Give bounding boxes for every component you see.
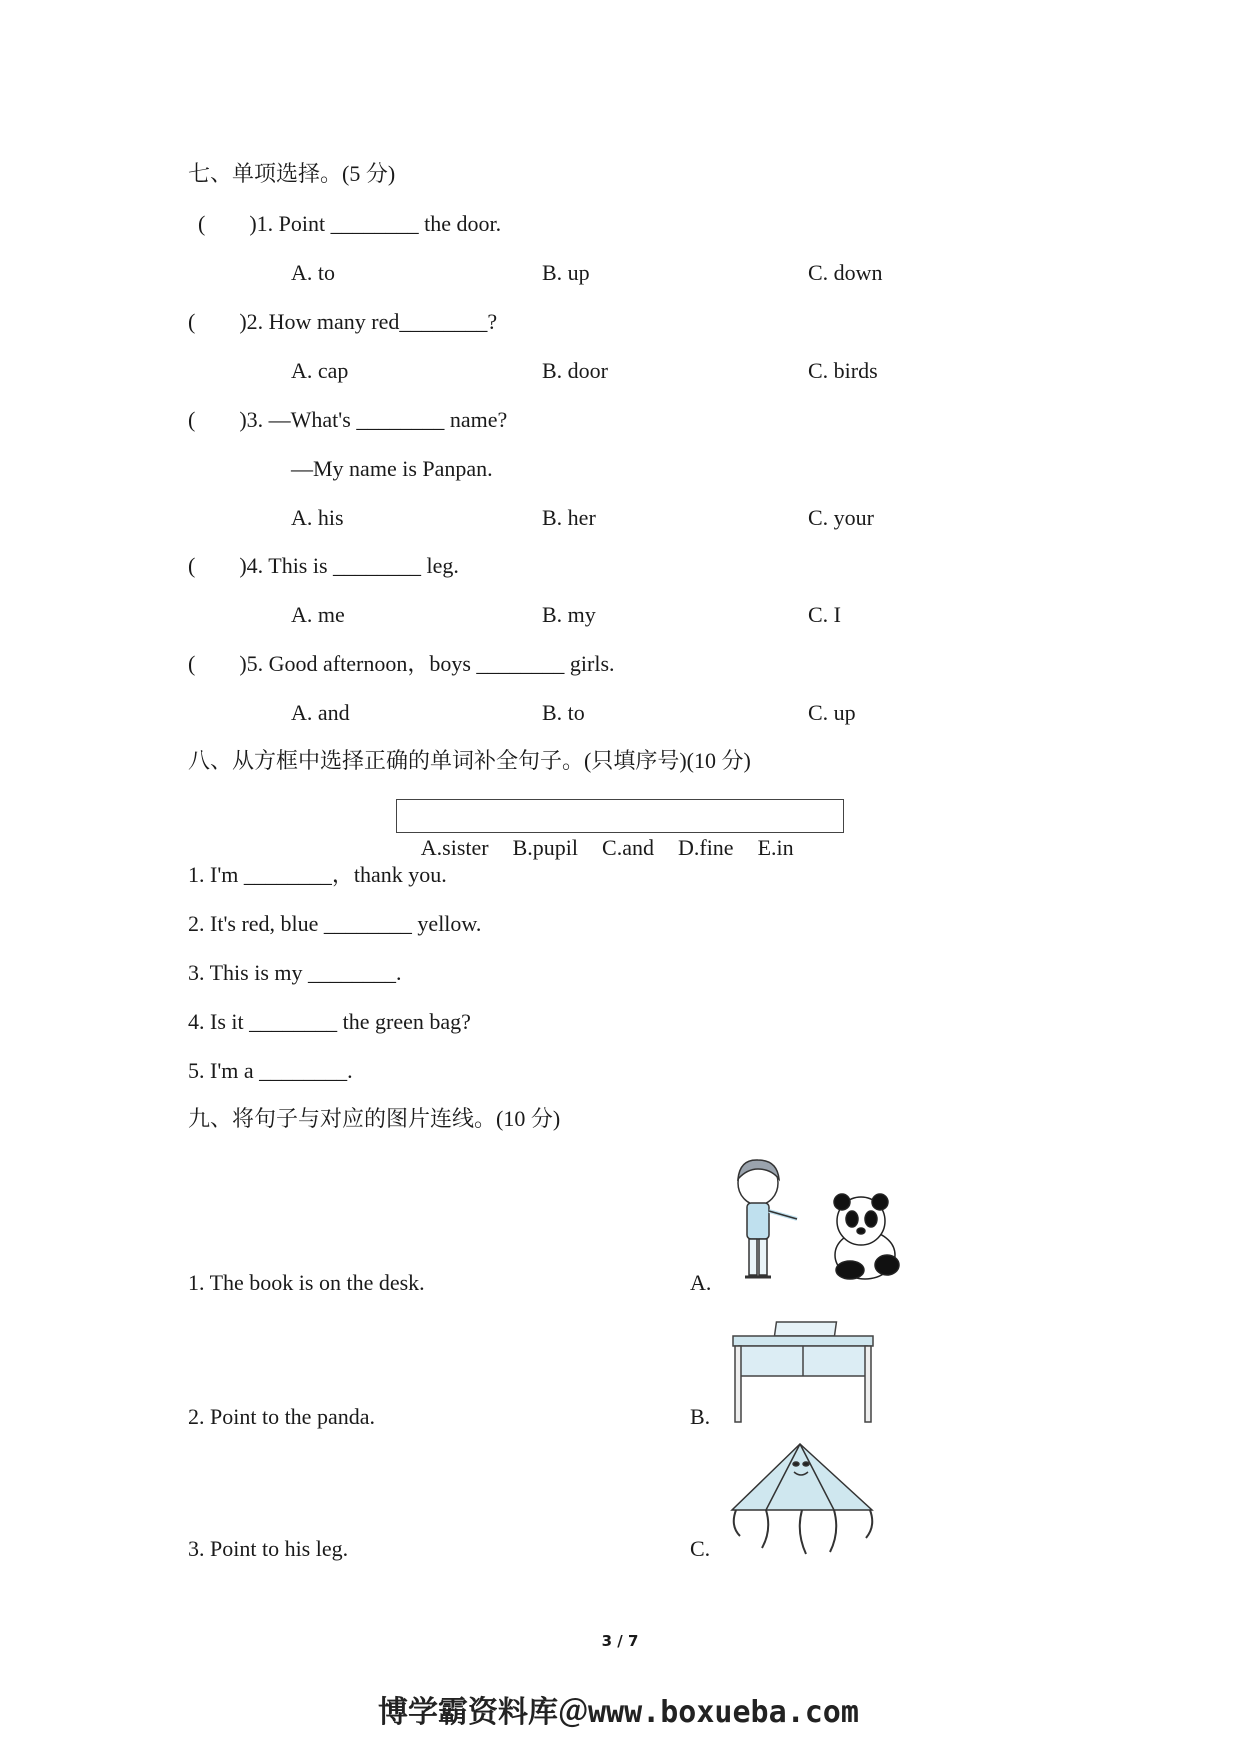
picture-label-c: C.	[690, 1536, 711, 1561]
word-option-b: B.pupil	[512, 835, 579, 860]
question-3-stem: ( )3. —What's ________ name?	[188, 407, 508, 432]
question-1-stem: ( )1. Point ________ the door.	[198, 211, 502, 236]
fill-sentence-1: 1. I'm ________，thank you.	[188, 862, 447, 887]
word-box	[396, 799, 844, 860]
picture-label-b: B.	[690, 1404, 711, 1429]
question-5-option-c: C. up	[808, 700, 856, 725]
question-5-option-b: B. to	[542, 700, 585, 725]
word-option-c: C.and	[602, 835, 654, 860]
question-3-option-c: C. your	[808, 505, 874, 530]
question-4-option-a: A. me	[291, 602, 345, 627]
footer-watermark: 博学霸资料库＠www.boxueba.com	[378, 1695, 859, 1730]
word-option-a: A.sister	[420, 835, 489, 860]
fill-sentence-2: 2. It's red, blue ________ yellow.	[188, 911, 482, 936]
boy-panda-picture	[725, 1155, 915, 1290]
question-1-option-a: A. to	[291, 260, 335, 285]
fill-sentence-5: 5. I'm a ________.	[188, 1058, 353, 1083]
fill-sentence-4: 4. Is it ________ the green bag?	[188, 1009, 471, 1034]
word-option-e: E.in	[757, 835, 794, 860]
match-sentence-2: 2. Point to the panda.	[188, 1404, 375, 1429]
question-2-option-a: A. cap	[291, 358, 349, 383]
question-3-option-b: B. her	[542, 505, 596, 530]
question-2-option-b: B. door	[542, 358, 608, 383]
question-1-option-c: C. down	[808, 260, 883, 285]
section9-title: 九、将句子与对应的图片连线。(10 分)	[188, 1106, 561, 1131]
question-2-stem: ( )2. How many red________?	[188, 309, 498, 334]
section8-title: 八、从方框中选择正确的单词补全句子。(只填序号)(10 分)	[188, 748, 751, 773]
page-number: 3 / 7	[601, 1632, 639, 1650]
question-4-option-c: C. I	[808, 602, 841, 627]
match-sentence-3: 3. Point to his leg.	[188, 1536, 349, 1561]
question-3-option-a: A. his	[291, 505, 344, 530]
question-1-option-b: B. up	[542, 260, 590, 285]
question-4-option-b: B. my	[542, 602, 596, 627]
picture-label-a: A.	[690, 1270, 712, 1295]
question-2-option-c: C. birds	[808, 358, 878, 383]
match-sentence-1: 1. The book is on the desk.	[188, 1270, 425, 1295]
section7-title: 七、单项选择。(5 分)	[188, 161, 396, 186]
question-4-stem: ( )4. This is ________ leg.	[188, 553, 459, 578]
word-option-d: D.fine	[677, 835, 734, 860]
question-5-stem: ( )5. Good afternoon，boys ________ girls.	[188, 651, 615, 676]
kite-picture	[722, 1440, 882, 1558]
question-5-option-a: A. and	[291, 700, 350, 725]
fill-sentence-3: 3. This is my ________.	[188, 960, 402, 985]
question-3-line2: —My name is Panpan.	[291, 456, 493, 481]
desk-book-picture	[725, 1318, 880, 1426]
